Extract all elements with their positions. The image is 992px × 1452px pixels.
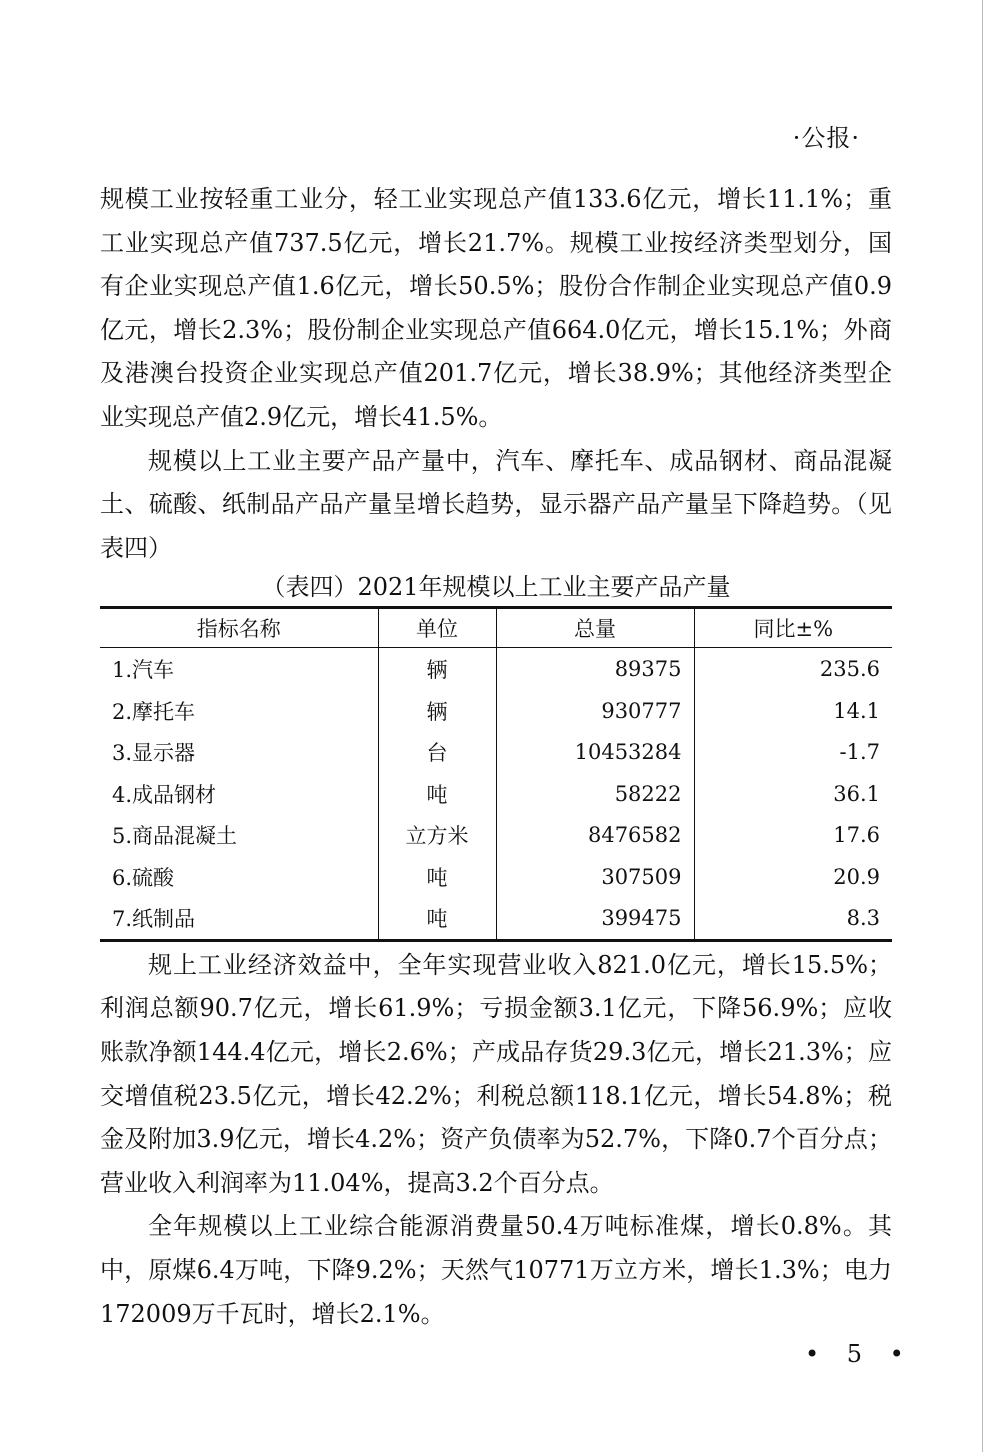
running-head: ·公报·	[792, 124, 860, 152]
header-indicator-name: 指标名称	[100, 608, 378, 648]
paragraph-main-products: 规模以上工业主要产品产量中，汽车、摩托车、成品钢材、商品混凝土、硫酸、纸制品产品产量呈增长趋势，显示器产品产量呈下降趋势。（见表四）	[100, 446, 892, 562]
cell-unit: 辆	[378, 690, 496, 732]
table-caption: （表四）2021年规模以上工业主要产品产量	[261, 573, 731, 602]
cell-unit: 吨	[378, 856, 496, 898]
cell-indicator: 7.纸制品	[112, 907, 196, 932]
cell-indicator: 5.商品混凝土	[112, 824, 238, 849]
cell-unit: 吨	[378, 897, 496, 940]
table-row	[100, 690, 892, 732]
cell-unit: 辆	[378, 648, 496, 690]
cell-total: 307509	[496, 856, 694, 898]
cell-total: 89375	[496, 648, 694, 690]
table-row	[100, 897, 892, 940]
page-number: • 5 •	[805, 1340, 914, 1368]
cell-total: 399475	[496, 897, 694, 940]
product-output-table	[100, 606, 892, 942]
cell-indicator: 6.硫酸	[112, 865, 175, 890]
document-body	[100, 178, 892, 1336]
page-edge-line	[982, 0, 983, 1452]
table-row	[100, 731, 892, 773]
cell-indicator: 4.成品钢材	[112, 782, 217, 807]
cell-unit: 台	[378, 731, 496, 773]
paragraph-industry-output: 规模工业按轻重工业分，轻工业实现总产值133.6亿元，增长11.1%；重工业实现总产值737.5亿元，增长21.7%。规模工业按经济类型划分，国有企业实现总产值1.6亿元，增长50.5%；股份合作制企业实现总产值0.9亿元，增长2.3%；股份制企业实现总产值664.0亿元，增长15.1%；外商及港澳台投资企业实现总产值201.7亿元，增长38.9%；其他经济类型企业实现总产值2.9亿元，增长41.5%。	[100, 185, 892, 431]
cell-indicator: 1.汽车	[112, 658, 175, 683]
header-yoy-change: 同比±%	[694, 608, 892, 648]
cell-yoy: 36.1	[694, 773, 892, 815]
header-total: 总量	[496, 608, 694, 648]
header-unit: 单位	[378, 608, 496, 648]
table-header-row	[100, 608, 892, 648]
cell-total: 8476582	[496, 814, 694, 856]
cell-yoy: 8.3	[694, 897, 892, 940]
cell-yoy: 14.1	[694, 690, 892, 732]
cell-yoy: -1.7	[694, 731, 892, 773]
cell-yoy: 17.6	[694, 814, 892, 856]
cell-total: 930777	[496, 690, 694, 732]
paragraph-economic-benefits: 规上工业经济效益中，全年实现营业收入821.0亿元，增长15.5%；利润总额90.7亿元，增长61.9%；亏损金额3.1亿元，下降56.9%；应收账款净额144.4亿元，增长2.6%；产成品存货29.3亿元，增长21.3%；应交增值税23.5亿元，增长42.2%；利税总额118.1亿元，增长54.8%；税金及附加3.9亿元，增长4.2%；资产负债率为52.7%，下降0.7个百分点；营业收入利润率为11.04%，提高3.2个百分点。	[100, 950, 892, 1197]
table-row	[100, 773, 892, 815]
cell-yoy: 235.6	[694, 648, 892, 690]
cell-indicator: 3.显示器	[112, 741, 196, 766]
cell-yoy: 20.9	[694, 856, 892, 898]
paragraph-energy-consumption: 全年规模以上工业综合能源消费量50.4万吨标准煤，增长0.8%。其中，原煤6.4万吨，下降9.2%；天然气10771万立方米，增长1.3%；电力172009万千瓦时，增长2.1%。	[100, 1212, 892, 1328]
table-row	[100, 814, 892, 856]
table-row	[100, 648, 892, 690]
cell-total: 10453284	[496, 731, 694, 773]
cell-indicator: 2.摩托车	[112, 699, 196, 724]
cell-unit: 立方米	[378, 814, 496, 856]
cell-unit: 吨	[378, 773, 496, 815]
cell-total: 58222	[496, 773, 694, 815]
table-row	[100, 856, 892, 898]
